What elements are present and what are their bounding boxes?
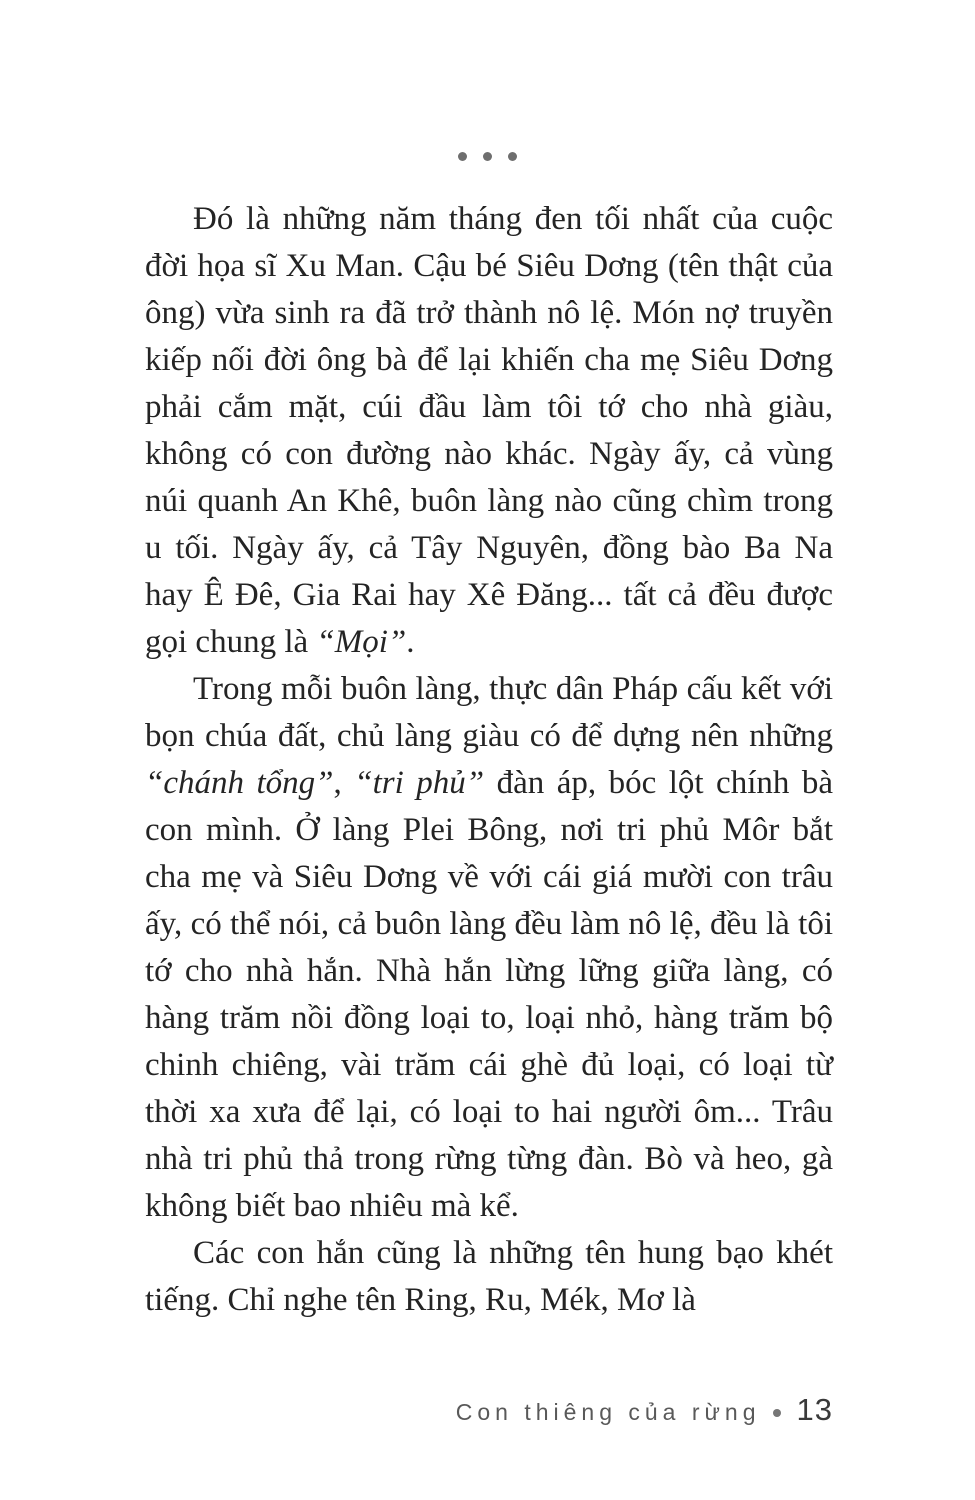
paragraph-2-text: Trong mỗi buôn làng, thực dân Pháp cấu kết với bọn chúa đất, chủ làng giàu có để dựng nên những: [145, 671, 833, 754]
ornament-dot: [458, 152, 467, 161]
paragraph-3: [145, 1230, 833, 1324]
page-number: 13: [796, 1392, 833, 1427]
paragraph-2-italic-term-1: “chánh tổng”: [145, 765, 334, 801]
paragraph-2-separator: ,: [333, 765, 355, 801]
ornament-dot: [483, 152, 492, 161]
paragraph-2-italic-term-2: “tri phủ”: [354, 765, 485, 801]
section-break-ornament: [0, 152, 975, 161]
paragraph-1-text-end: .: [406, 624, 415, 660]
page-footer: [145, 1392, 833, 1428]
paragraph-1: [145, 196, 833, 666]
ornament-dot: [508, 152, 517, 161]
page-body: [145, 196, 833, 1324]
paragraph-1-text: Đó là những năm tháng đen tối nhất của cuộc đời họa sĩ Xu Man. Cậu bé Siêu Dơng (tên thật của ông) vừa sinh ra đã trở thành nô lệ. Món nợ truyền kiếp nối đời ông bà để lại khiến cha mẹ Siêu Dơng phải cắm mặt, cúi đầu làm tôi tớ cho nhà giàu, không có con đường nào khác. Ngày ấy, cả vùng núi quanh An Khê, buôn làng nào cũng chìm trong u tối. Ngày ấy, cả Tây Nguyên, đồng bào Ba Na hay Ê Đê, Gia Rai hay Xê Đăng... tất cả đều được gọi chung là: [145, 201, 833, 660]
paragraph-1-italic-term: “Mọi”: [316, 624, 407, 660]
footer-separator-dot: [773, 1409, 781, 1417]
paragraph-3-text: Các con hắn cũng là những tên hung bạo khét tiếng. Chỉ nghe tên Ring, Ru, Mék, Mơ là: [145, 1235, 833, 1318]
running-title: Con thiêng của rừng: [455, 1399, 761, 1425]
paragraph-2-text-end: đàn áp, bóc lột chính bà con mình. Ở làng Plei Bông, nơi tri phủ Môr bắt cha mẹ và Siêu Dơng về với cái giá mười con trâu ấy, có thể nói, cả buôn làng đều làm nô lệ, đều là tôi tớ cho nhà hắn. Nhà hắn lừng lững giữa làng, có hàng trăm nồi đồng loại to, loại nhỏ, hàng trăm bộ chinh chiêng, vài trăm cái ghè đủ loại, có loại từ thời xa xưa để lại, có loại to hai người ôm... Trâu nhà tri phủ thả trong rừng từng đàn. Bò và heo, gà không biết bao nhiêu mà kể.: [145, 765, 834, 1224]
paragraph-2: [145, 666, 833, 1230]
